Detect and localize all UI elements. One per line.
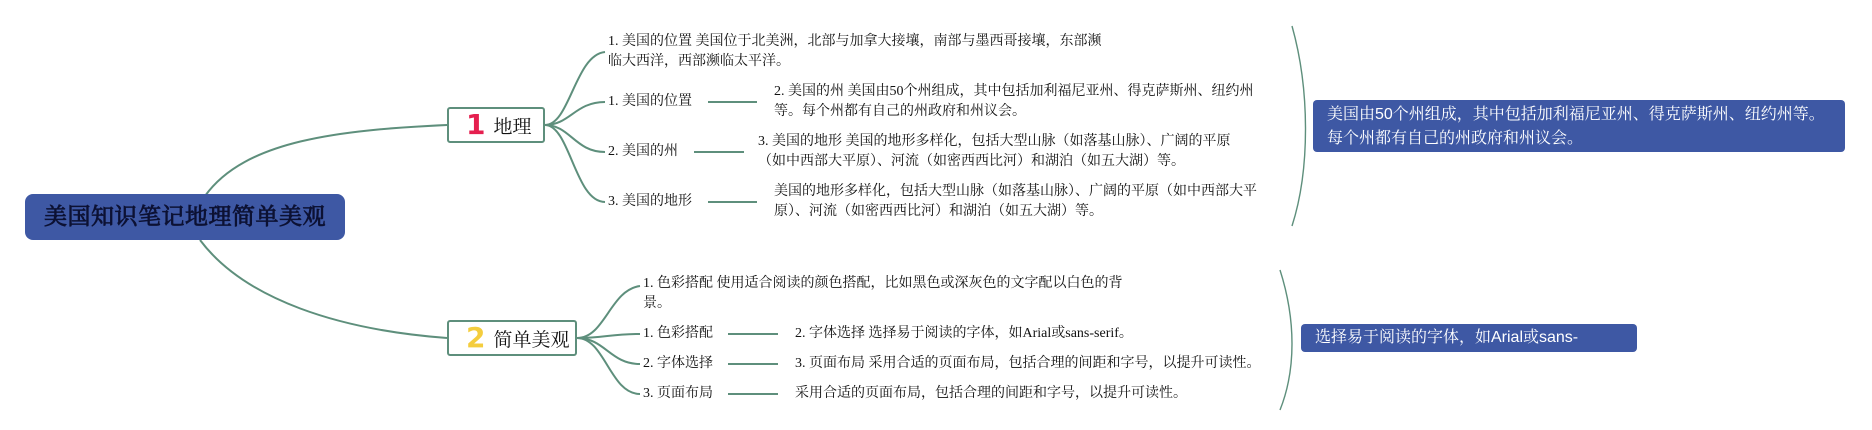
link-simple-intro	[577, 286, 640, 338]
topic-label: 简单美观	[493, 328, 570, 351]
simple-detail-3[interactable]: 采用合适的页面布局，包括合理的间距和字号，以提升可读性。	[795, 386, 1187, 401]
link-root-simple	[200, 240, 447, 338]
summary-brace-simple	[1280, 270, 1292, 410]
topic-geography[interactable]	[447, 107, 545, 143]
link-root-geo	[205, 125, 447, 196]
topic-label: 地理	[493, 115, 532, 138]
simple-item-2[interactable]: 2. 字体选择	[643, 356, 713, 371]
geo-detail-3[interactable]: 美国的地形多样化，包括大型山脉（如落基山脉）、广阔的平原（如中西部大平 原）、河流（如密西西比河）和湖泊（如五大湖）等。	[774, 184, 1257, 219]
simple-detail-2[interactable]: 3. 页面布局 采用合适的页面布局，包括合理的间距和字号，以提升可读性。	[795, 356, 1261, 371]
link-geo-intro	[545, 52, 605, 125]
topic-number-badge: 1	[466, 108, 486, 141]
root-node[interactable]: 美国知识笔记地理简单美观	[25, 194, 345, 240]
link-geo-item3	[545, 125, 605, 202]
simple-item-3[interactable]: 3. 页面布局	[643, 386, 713, 401]
geo-item-2[interactable]: 2. 美国的州	[608, 144, 678, 159]
link-simple-item2	[577, 338, 640, 364]
geo-item-3[interactable]: 3. 美国的地形	[608, 194, 692, 209]
simple-intro-node[interactable]: 1. 色彩搭配 使用适合阅读的颜色搭配，比如黑色或深灰色的文字配以白色的背 景。	[643, 276, 1123, 311]
geo-intro-node[interactable]: 1. 美国的位置 美国位于北美洲，北部与加拿大接壤，南部与墨西哥接壤，东部濒 临大西洋，西部濒临太平洋。	[608, 34, 1102, 69]
link-simple-item3	[577, 338, 640, 394]
summary-brace-geo	[1292, 26, 1306, 226]
geo-detail-2[interactable]: 3. 美国的地形 美国的地形多样化，包括大型山脉（如落基山脉）、广阔的平原 （如中西部大平原）、河流（如密西西比河）和湖泊（如五大湖）等。	[758, 134, 1231, 169]
simple-item-1[interactable]: 1. 色彩搭配	[643, 326, 713, 341]
simple-summary-callout[interactable]: 选择易于阅读的字体，如Arial或sans-serif。	[1301, 324, 1637, 352]
geo-detail-1[interactable]: 2. 美国的州 美国由50个州组成，其中包括加利福尼亚州、得克萨斯州、纽约州 等。每个州都有自己的州政府和州议会。	[774, 84, 1254, 119]
simple-detail-1[interactable]: 2. 字体选择 选择易于阅读的字体，如Arial或sans-serif。	[795, 326, 1133, 341]
geo-item-1[interactable]: 1. 美国的位置	[608, 94, 692, 109]
topic-simple-beautiful[interactable]	[447, 320, 577, 356]
topic-number-badge: 2	[466, 321, 486, 354]
geo-summary-callout[interactable]: 美国由50个州组成，其中包括加利福尼亚州、得克萨斯州、纽约州等。 每个州都有自己的州政府和州议会。	[1313, 100, 1845, 152]
